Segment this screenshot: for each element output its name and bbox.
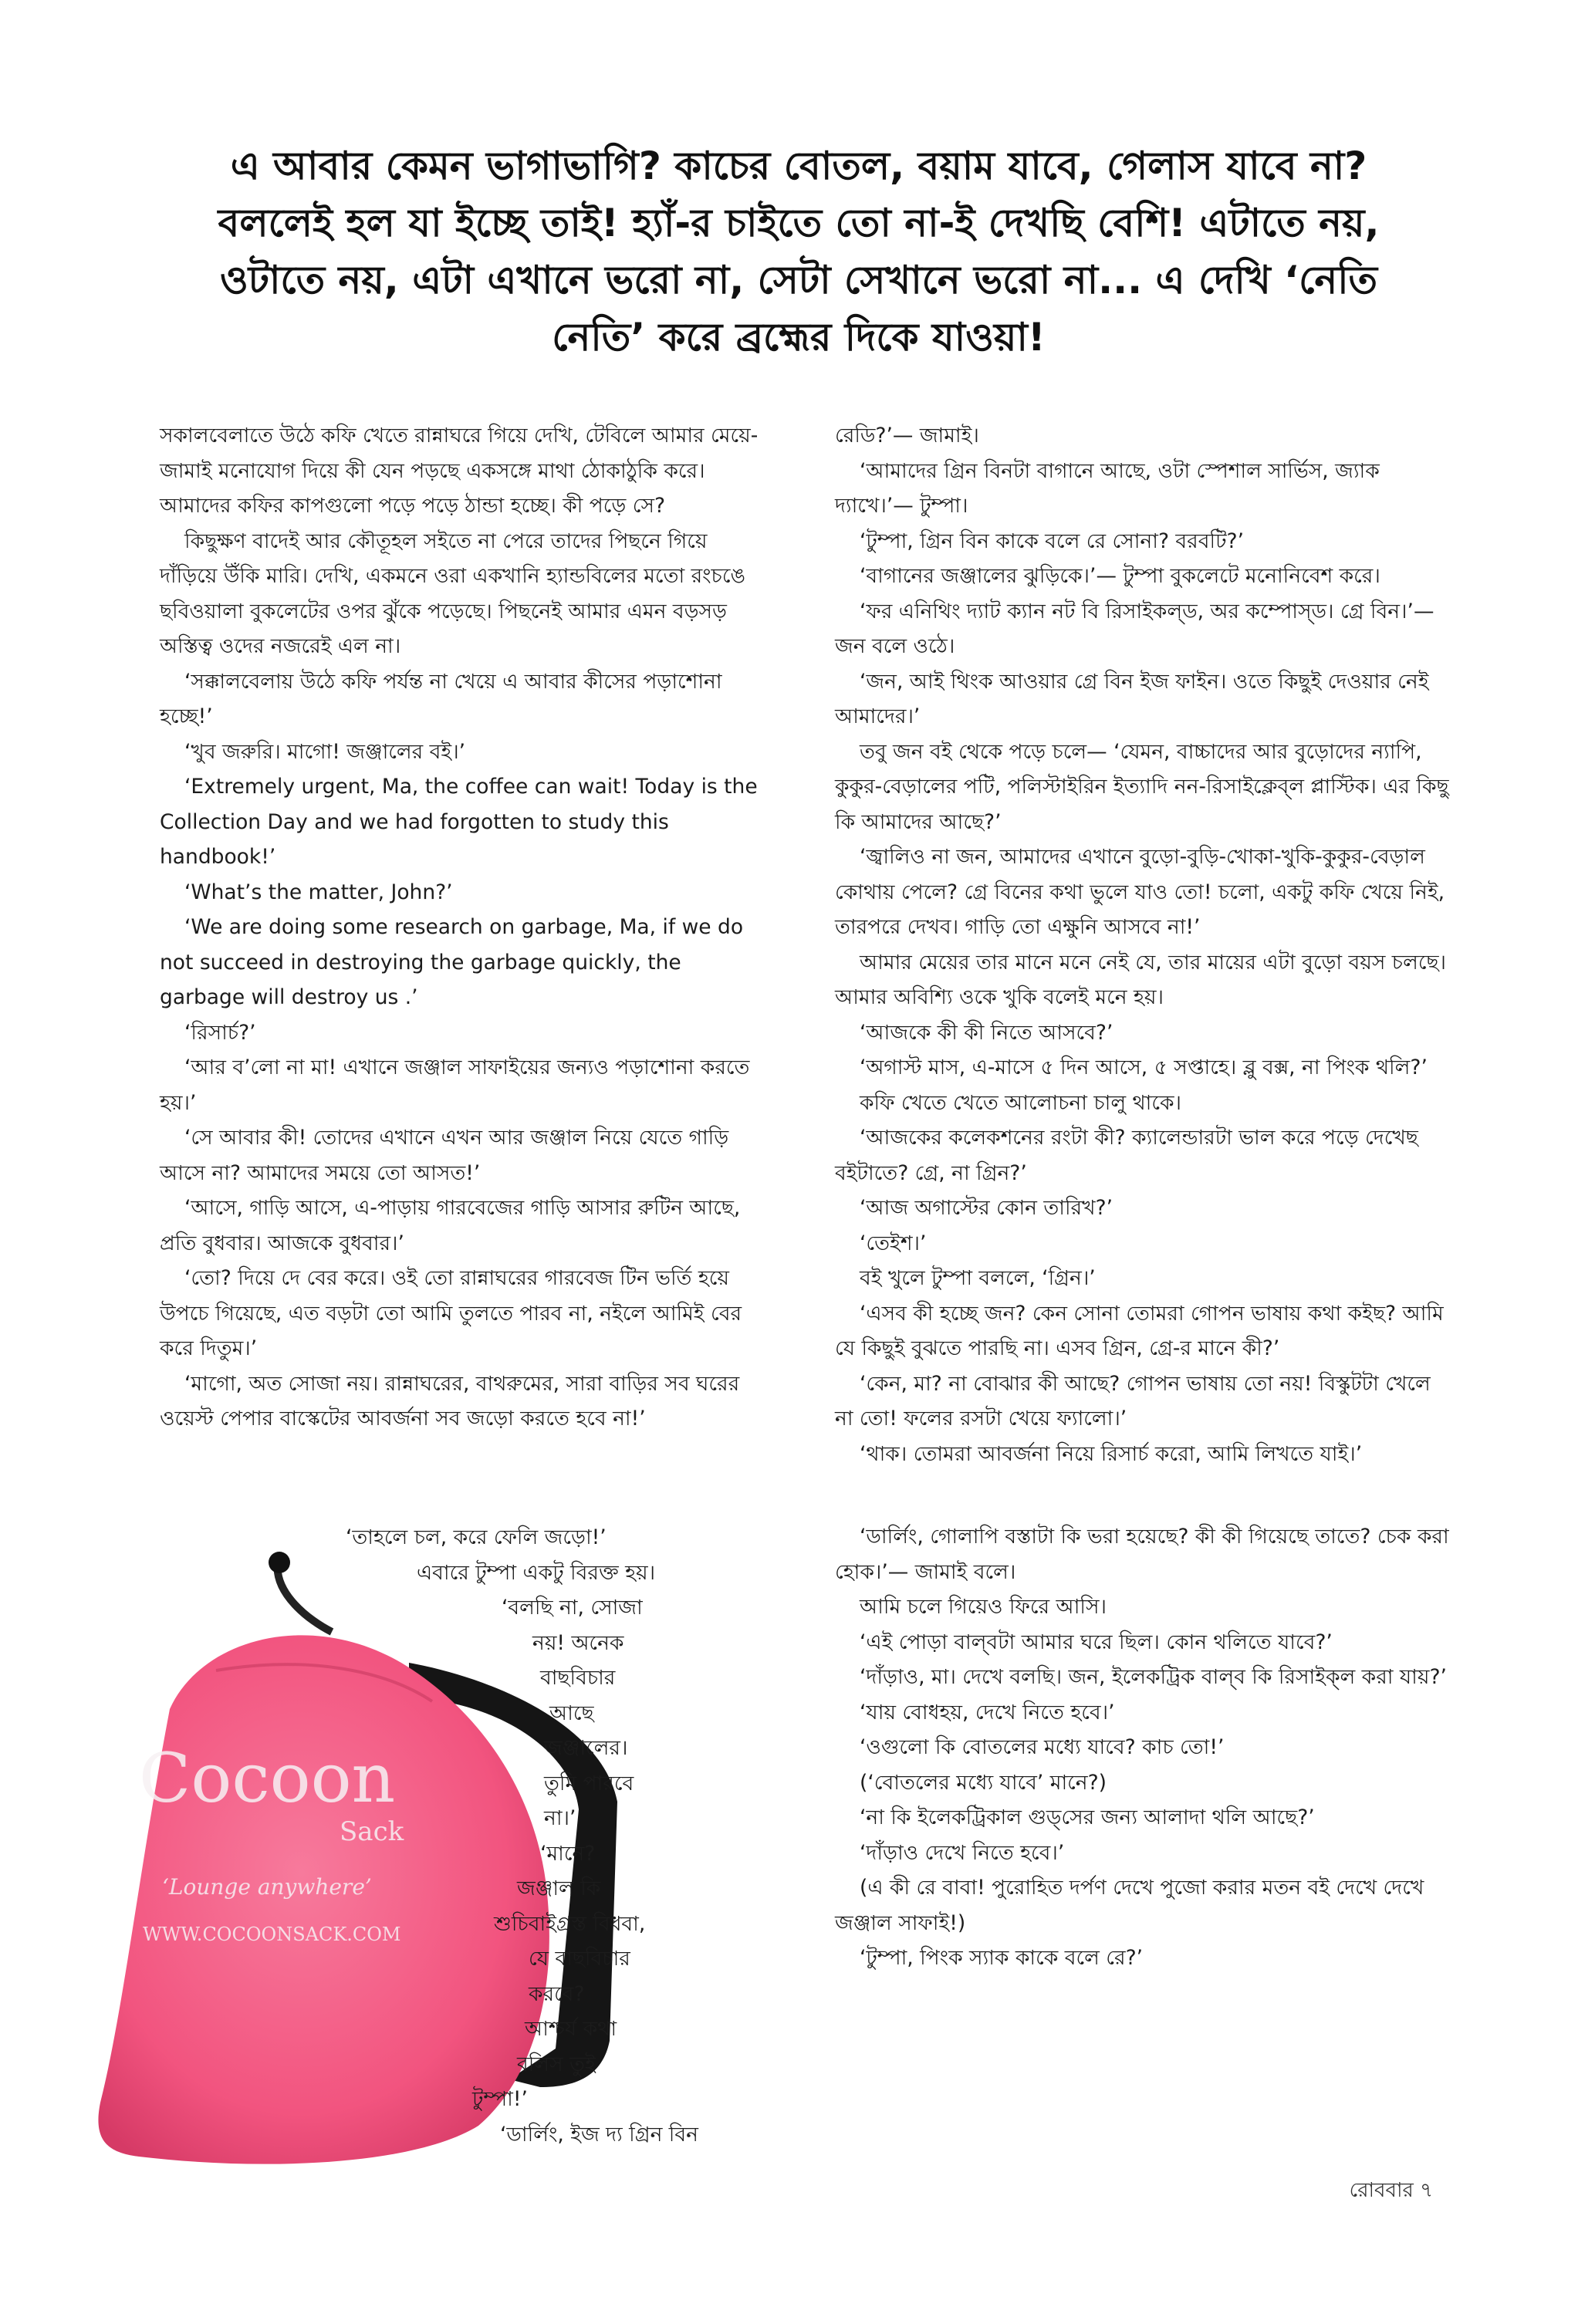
paragraph: ‘আর ব’লো না মা! এখানে জঞ্জাল সাফাইয়ের জন্যও পড়াশোনা করতে হয়।’ — [160, 1056, 750, 1115]
paragraph: ‘জ্বালিও না জন, আমাদের এখানে বুড়ো-বুড়ি-খোকা-খুকি-কুকুর-বেড়াল কোথায় পেলে? গ্রে বিনের কথা ভুলে যাও তো! চলো, একটু কফি খেয়ে নিই, তারপরে দেখব। গাড়ি তো এক্ষুনি আসবে না!’ — [835, 845, 1445, 939]
paragraph: ‘আজ অগাস্টের কোন তারিখ?’ — [860, 1196, 1113, 1220]
paragraph: ‘আসে, গাড়ি আসে, এ-পাড়ায় গারবেজের গাড়ি আসার রুটিন আছে, প্রতি বুধবার। আজকে বুধবার।’ — [160, 1196, 741, 1255]
wrap-line: বাছবিচার — [540, 1666, 616, 1690]
page-number: রোববার ৭ — [1349, 2179, 1433, 2202]
article-heading — [116, 137, 1482, 366]
paragraph: তবু জন বই থেকে পড়ে চলে— ‘যেমন, বাচ্চাদের আর বুড়োদের ন্যাপি, কুকুর-বেড়ালের পটি, পলিস্টাইরিন ইত্যাদি নন-রিসাইক্লেব্‌ল প্লাস্টিক। এর কিছু কি আমাদের আছে?’ — [835, 739, 1449, 834]
wrap-line: ‘মানে? — [540, 1841, 596, 1866]
wrap-line: করবে? — [529, 1981, 585, 2006]
paragraph: ‘সক্কালবেলায় উঠে কফি পর্যন্ত না খেয়ে এ আবার কীসের পড়াশোনা হচ্ছে!’ — [160, 669, 722, 728]
paragraph: ‘দাঁড়াও, মা। দেখে বলছি। জন, ইলেকট্রিক বাল্‌ব কি রিসাইক্‌ল করা যায়?’ — [860, 1665, 1447, 1689]
wrap-line: আছে — [549, 1701, 594, 1725]
paragraph: ‘খুব জরুরি। মাগো! জঞ্জালের বই।’ — [184, 739, 466, 764]
wrap-line: ‘ডার্লিং, ইজ দ্য গ্রিন বিন — [500, 2122, 698, 2147]
wrap-line: যে বাছবিচার — [529, 1947, 630, 1971]
section-gap — [835, 1471, 1452, 1519]
wrapped-dialogue — [309, 1520, 772, 2152]
paragraph: আমার মেয়ের তার মানে মনে নেই যে, তার মায়ের এটা বুড়ো বয়স চলছে। আমার অবিশ্যি ওকে খুকি বলেই মনে হয়। — [835, 950, 1447, 1009]
wrap-line: ‘বলছি না, সোজা — [502, 1596, 643, 1620]
paragraph: কিছুক্ষণ বাদেই আর কৌতূহল সইতে না পেরে তাদের পিছনে গিয়ে দাঁড়িয়ে উঁকি মারি। দেখি, একমনে ওরা একখানি হ্যান্ডবিলের মতো রংচঙে ছবিওয়ালা বুকলেটের ওপর ঝুঁকে পড়েছে। পিছনেই আমার এমন বড়সড় অস্তিত্ব ওদের নজরেই এল না। — [160, 529, 745, 658]
paragraph: ‘দাঁড়াও দেখে নিতে হবে।’ — [860, 1840, 1065, 1865]
wrap-line: আশ্চর্য কথা — [525, 2017, 617, 2041]
wrap-line: শুচিবাইগ্রস্ত বিধবা, — [494, 1911, 646, 1936]
heading-line-1: এ আবার কেমন ভাগাভাগি? কাচের বোতল, বয়াম যাবে, গেলাস যাবে না? — [230, 144, 1367, 188]
paragraph: ‘ফর এনিথিং দ্যাট ক্যান নট বি রিসাইকল্‌ড, অর কম্পোস্‌ড। গ্রে বিন।’— জন বলে ওঠে। — [835, 599, 1434, 658]
wrap-line: না।’ — [544, 1806, 576, 1830]
sack-brand: Cocoon — [139, 1738, 396, 1818]
paragraph: ‘ওগুলো কি বোতলের মধ্যে যাবে? কাচ তো!’ — [860, 1735, 1225, 1759]
paragraph: (এ কী রে বাবা! পুরোহিত দর্পণ দেখে পুজো করার মতন বই দেখে দেখে জঞ্জাল সাফাই!) — [835, 1876, 1424, 1935]
paragraph: ‘আমাদের গ্রিন বিনটা বাগানে আছে, ওটা স্পেশাল সার্ভিস, জ্যাক দ্যাখে।’— টুম্পা। — [835, 458, 1380, 518]
wrap-line: টুম্পা!’ — [472, 2087, 528, 2111]
paragraph: ‘আজকে কী কী নিতে আসবে?’ — [860, 1020, 1113, 1045]
wrap-line: এবারে টুম্পা একটু বিরক্ত হয়। — [417, 1560, 656, 1585]
paragraph: ‘এসব কী হচ্ছে জন? কেন সোনা তোমরা গোপন ভাষায় কথা কইছ? আমি যে কিছুই বুঝতে পারছি না। এসব গ্রিন, গ্রে-র মানে কী?’ — [835, 1301, 1444, 1360]
paragraph: ‘টুম্পা, পিংক স্যাক কাকে বলে রে?’ — [860, 1946, 1144, 1970]
sack-url: WWW.COCOONSACK.COM — [143, 1924, 401, 1945]
right-column — [835, 418, 1452, 1976]
wrap-line: জঞ্জাল কি — [517, 1876, 601, 1900]
paragraph: ‘সে আবার কী! তোদের এখানে এখন আর জঞ্জাল নিয়ে যেতে গাড়ি আসে না? আমাদের সময়ে তো আসত!’ — [160, 1126, 729, 1185]
sack-toggle — [269, 1552, 290, 1573]
paragraph: ‘কেন, মা? না বোঝার কী আছে? গোপন ভাষায় তো নয়! বিস্কুটটা খেলে না তো! ফলের রসটা খেয়ে ফ্যালো।’ — [835, 1371, 1431, 1431]
wrap-line: ‘তাহলে চল, করে ফেলি জড়ো!’ — [346, 1525, 607, 1549]
wrap-line: জঞ্জালের। — [544, 1736, 628, 1760]
paragraph: ‘তেইশ।’ — [860, 1231, 927, 1255]
left-column — [160, 418, 769, 1437]
paragraph: বই খুলে টুম্পা বললে, ‘গ্রিন।’ — [860, 1266, 1096, 1290]
paragraph: কফি খেতে খেতে আলোচনা চালু থাকে। — [860, 1090, 1182, 1115]
paragraph: ‘না কি ইলেকট্রিকাল গুড্‌সের জন্য আলাদা থলি আছে?’ — [860, 1805, 1315, 1829]
heading-line-3: ওটাতে নয়, এটা এখানে ভরো না, সেটা সেখানে ভরো না... এ দেখি ‘নেতি — [219, 258, 1378, 302]
paragraph: ‘জন, আই থিংক আওয়ার গ্রে বিন ইজ ফাইন। ওতে কিছুই দেওয়ার নেই আমাদের।’ — [835, 669, 1429, 728]
paragraph: ‘What’s the matter, John?’ — [184, 880, 453, 904]
sack-sub: Sack — [340, 1816, 404, 1847]
wrap-line: বলিস তুই — [517, 2052, 596, 2076]
wrap-line: তুমি পারবে — [544, 1771, 634, 1795]
paragraph: (‘বোতলের মধ্যে যাবে’ মানে?) — [860, 1770, 1107, 1795]
paragraph: ‘রিসার্চ?’ — [184, 1020, 256, 1045]
paragraph: ‘বাগানের জঞ্জালের ঝুড়িকে।’— টুম্পা বুকলেটে মনোনিবেশ করে। — [860, 564, 1380, 588]
sack-tagline: ‘Lounge anywhere’ — [162, 1874, 372, 1900]
paragraph: ‘Extremely urgent, Ma, the coffee can wait! Today is the Collection Day and we had forgotten to study this handbook!’ — [160, 775, 758, 869]
paragraph: ‘ডার্লিং, গোলাপি বস্তাটা কি ভরা হয়েছে? কী কী গিয়েছে তাতে? চেক করা হোক।’— জামাই বলে। — [835, 1525, 1449, 1584]
paragraph: ‘আজকের কলেকশনের রংটা কী? ক্যালেন্ডারটা ভাল করে পড়ে দেখেছ বইটাতে? গ্রে, না গ্রিন?’ — [835, 1126, 1418, 1185]
wrap-line: নয়! অনেক — [532, 1630, 624, 1655]
paragraph: ‘টুম্পা, গ্রিন বিন কাকে বলে রে সোনা? বরবটি?’ — [860, 529, 1245, 553]
paragraph: ‘মাগো, অত সোজা নয়। রান্নাঘরের, বাথরুমের, সারা বাড়ির সব ঘরের ওয়েস্ট পেপার বাস্কেটের আবর্জনা সব জড়ো করতে হবে না!’ — [160, 1371, 740, 1431]
paragraph: রেডি?’— জামাই। — [835, 424, 979, 448]
heading-line-2: বললেই হল যা ইচ্ছে তাই! হ্যাঁ-র চাইতে তো না-ই দেখছি বেশি! এটাতে নয়, — [218, 201, 1380, 245]
paragraph: ‘থাক। তোমরা আবর্জনা নিয়ে রিসার্চ করো, আমি লিখতে যাই।’ — [860, 1441, 1363, 1466]
paragraph: ‘এই পোড়া বাল্‌বটা আমার ঘরে ছিল। কোন থলিতে যাবে?’ — [860, 1630, 1333, 1654]
paragraph: ‘যায় বোধহয়, দেখে নিতে হবে।’ — [860, 1700, 1115, 1724]
heading-line-4: নেতি’ করে ব্রহ্মের দিকে যাওয়া! — [552, 315, 1046, 360]
paragraph: আমি চলে গিয়েও ফিরে আসি। — [860, 1595, 1107, 1619]
paragraph: ‘তো? দিয়ে দে বের করে। ওই তো রান্নাঘরের গারবেজ টিন ভর্তি হয়ে উপচে গিয়েছে, এত বড়টা তো আমি তুলতে পারব না, নইলে আমিই বের করে দিতুম।’ — [160, 1266, 742, 1360]
paragraph: ‘We are doing some research on garbage, Ma, if we do not succeed in destroying the garbage quickly, the garbage will destroy us .’ — [160, 915, 744, 1009]
paragraph: ‘অগাস্ট মাস, এ-মাসে ৫ দিন আসে, ৫ সপ্তাহে। ব্লু বক্স, না পিংক থলি?’ — [860, 1056, 1428, 1079]
paragraph: সকালবেলাতে উঠে কফি খেতে রান্নাঘরে গিয়ে দেখি, টেবিলে আমার মেয়ে-জামাই মনোযোগ দিয়ে কী যেন পড়ছে একসঙ্গে মাথা ঠোকাঠুকি করে। আমাদের কফির কাপগুলো পড়ে পড়ে ঠান্ডা হচ্ছে। কী পড়ে সে? — [160, 424, 759, 518]
